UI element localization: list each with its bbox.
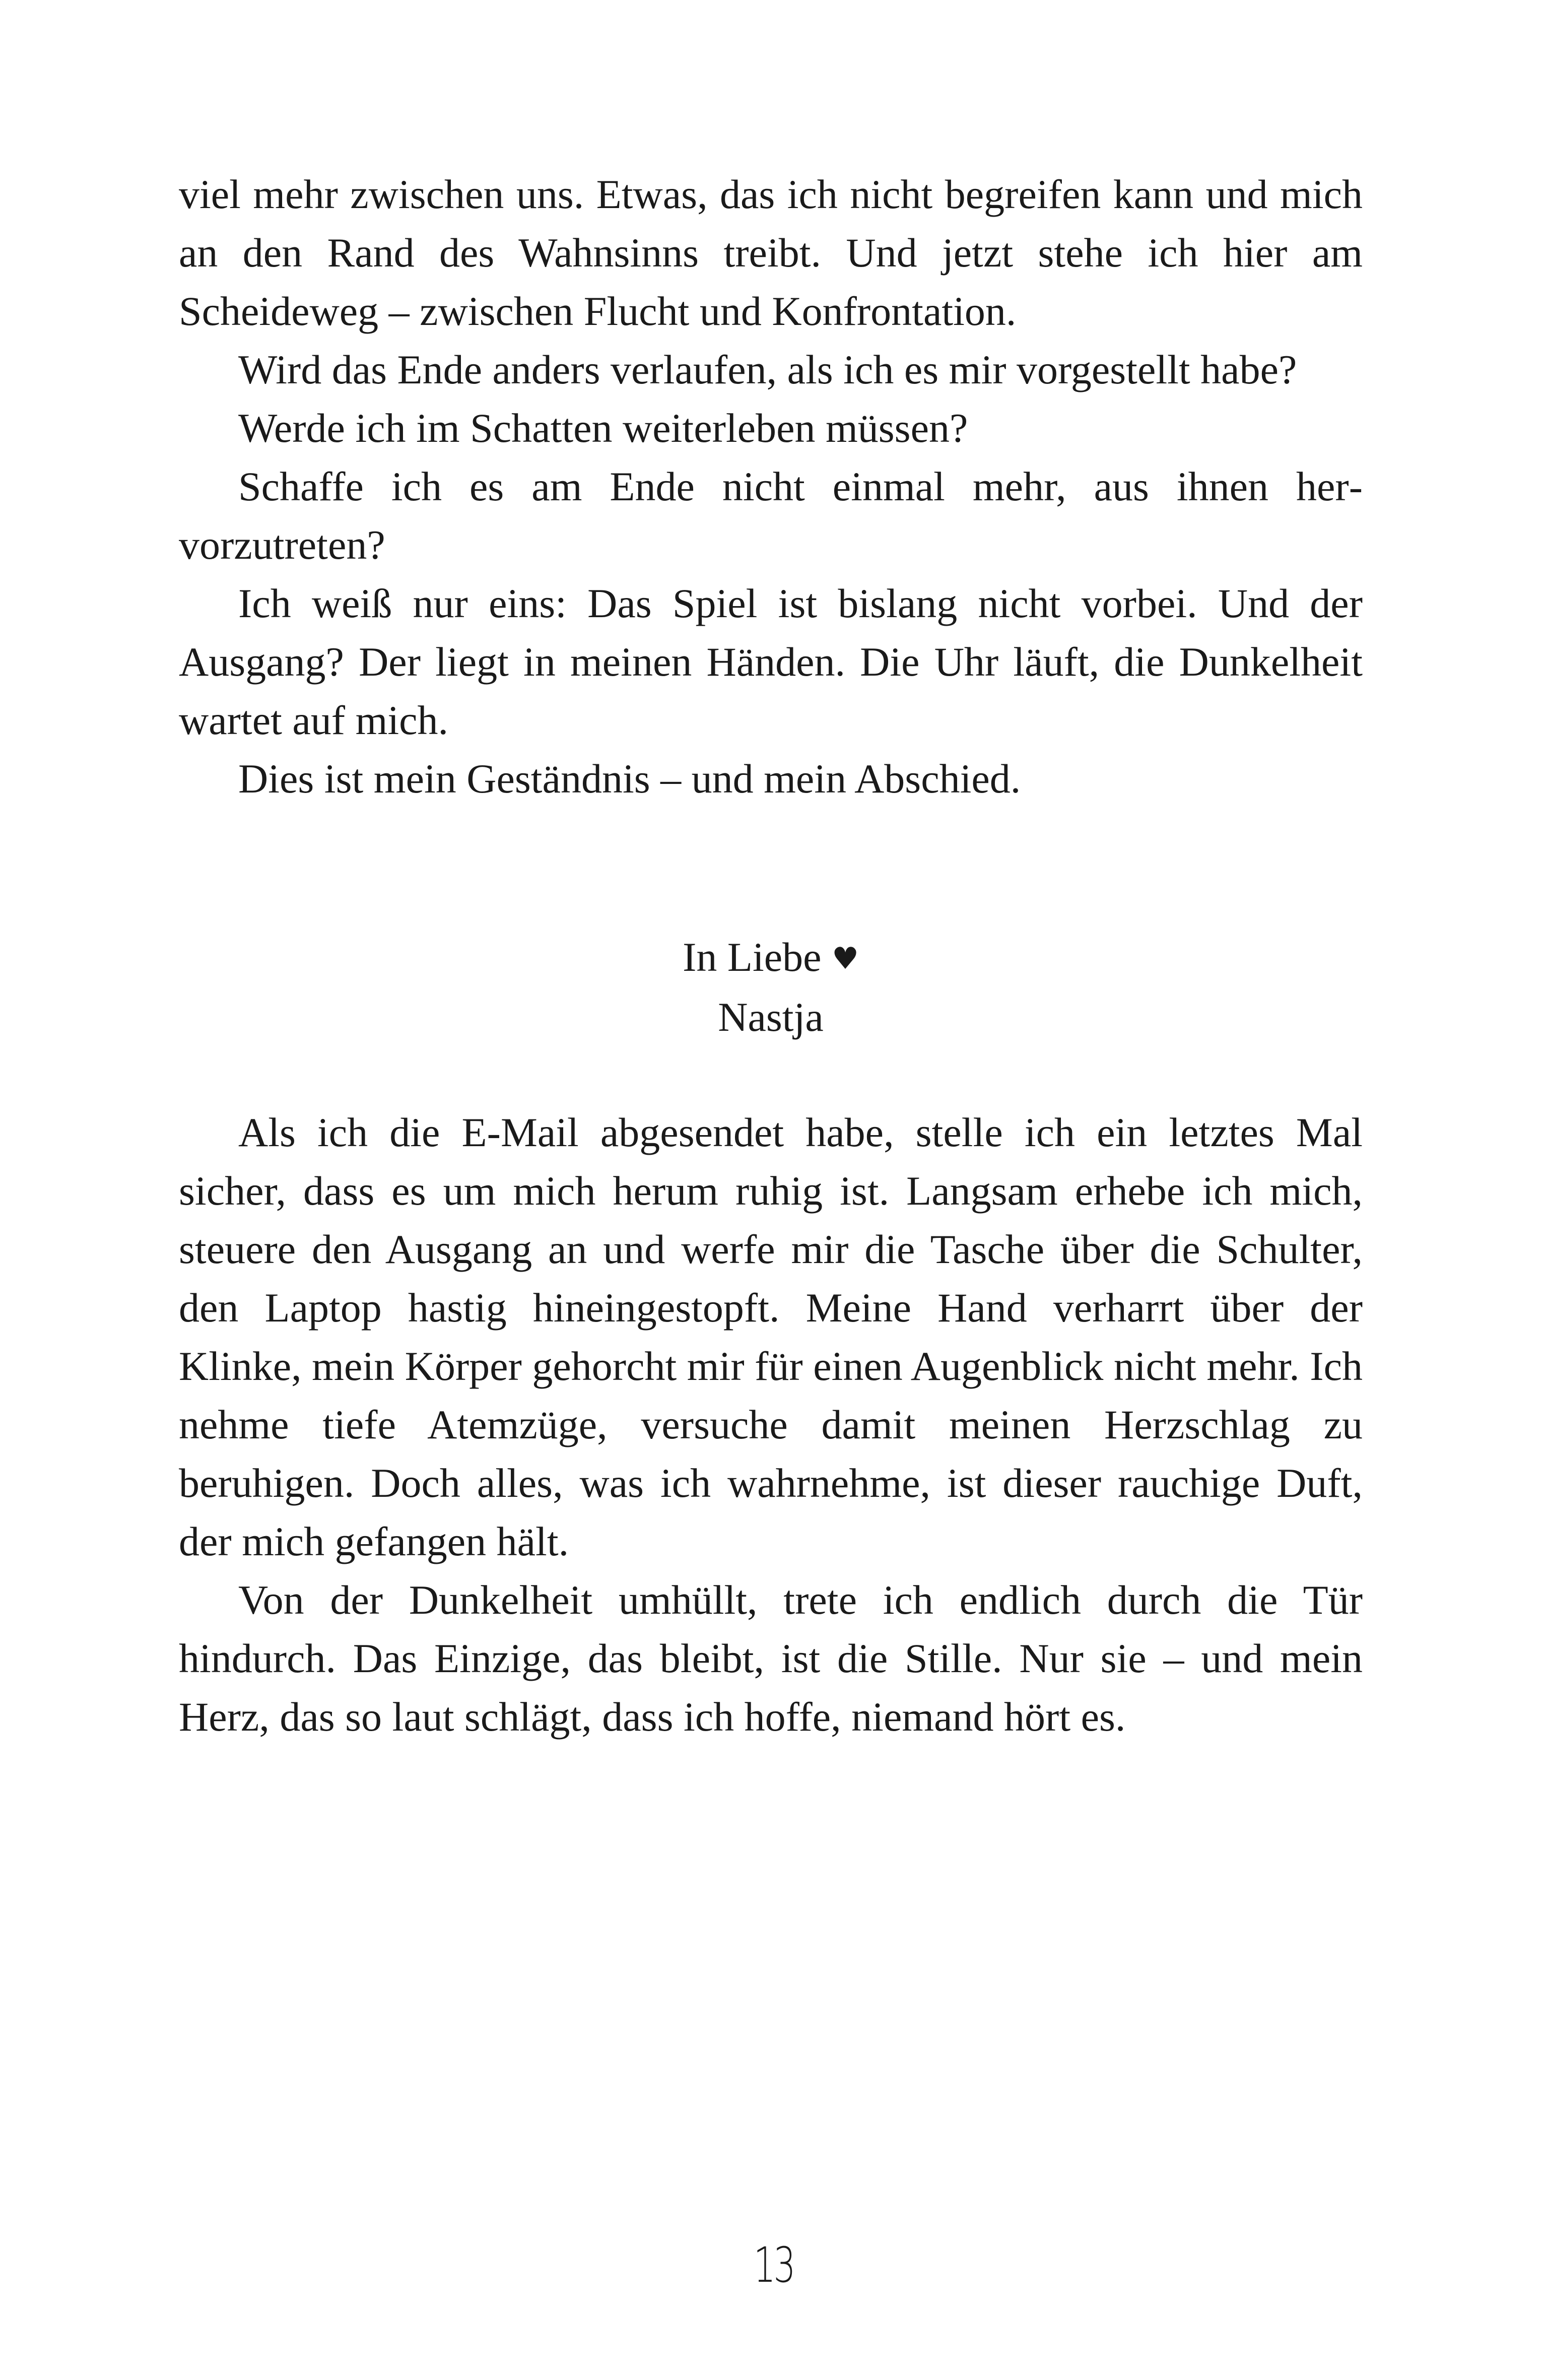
paragraph: Dies ist mein Geständnis – und mein Abschied. [238, 756, 1021, 802]
paragraph: Ich weiß nur eins: Das Spiel ist bislang nicht vorbei. Und der Ausgang? Der liegt in meinen Händen. Die Uhr läuft, die Dunkelheit wartet auf mich. [179, 580, 1363, 743]
heart-icon: ♥ [832, 941, 859, 976]
paragraph: Werde ich im Schatten weiterleben müssen? [238, 405, 968, 451]
signature-name: Nastja [718, 994, 824, 1040]
letter-signature [179, 928, 1363, 1046]
signature-closing: In Liebe [683, 934, 822, 980]
paragraph: Wird das Ende anders verlaufen, als ich es mir vorgestellt habe? [238, 347, 1297, 392]
paragraph: Als ich die E-Mail abgesendet habe, stelle ich ein letztes Mal sicher, dass es um mich herum ruhig ist. Langsam erhebe ich mich, steuere den Ausgang an und werfe mir die Tasche über die Schulter, den Laptop hastig hineingestopft. Meine Hand verharrt über der Klinke, mein Körper gehorcht mir für einen Augenblick nicht mehr. Ich nehme tiefe Atemzüge, versuche damit meinen Herzschlag zu beruhigen. Doch alles, was ich wahrnehme, ist dieser rauchige Duft, der mich gefangen hält. [179, 1109, 1363, 1564]
page-number: 13 [753, 2237, 794, 2293]
signature-closing-line [179, 928, 1363, 988]
narrative-text-block [179, 1103, 1363, 1746]
letter-text-block [179, 165, 1363, 808]
paragraph: Von der Dunkelheit umhüllt, trete ich endlich durch die Tür hindurch. Das Einzige, das bleibt, ist die Stille. Nur sie – und mein Herz, das so laut schlägt, dass ich hoffe, niemand hört es. [179, 1577, 1363, 1740]
paragraph: Schaffe ich es am Ende nicht einmal mehr, aus ihnen hervorzutreten? [179, 464, 1363, 568]
paragraph-continuation: viel mehr zwischen uns. Etwas, das ich nicht begreifen kann und mich an den Rand des Wahnsinns treibt. Und jetzt stehe ich hier am Scheideweg – zwischen Flucht und Konfrontation. [179, 171, 1363, 334]
